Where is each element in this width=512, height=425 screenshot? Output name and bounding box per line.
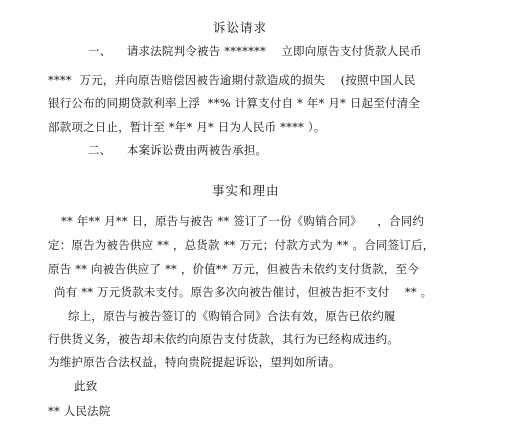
facts-line-3: 原告 ** 向被告供应了 ** ，价值** 万元，但被告未依约支付货款，至今 [48,262,419,276]
court-name: ** 人民法院 [48,404,111,418]
facts-line-4: 尚有 ** 万元货款未支付。原告多次向被告催讨，但被告拒不支付 ** 。 [54,285,433,299]
request-1-line-3: 银行公布的同期贷款利率上浮 **% 计算支付自 * 年* 月* 日起至付清全 [48,96,421,110]
request-1-line-1: 一、 请求法院判令被告 ******* 立即向原告支付货款人民币 [88,44,422,58]
request-1-line-2: **** 万元，并向原告赔偿因被告逾期付款造成的损失 (按照中国人民 [48,73,416,87]
request-1-line-4: 部款项之日止，暂计至 *年* 月* 日为人民币 **** ）。 [48,120,326,134]
summary-line-3: 为维护原告合法权益，特向贵院提起诉讼，望判如所请。 [48,355,341,369]
request-2: 二、 本案诉讼费由两被告承担。 [88,143,268,157]
title-litigation-requests: 诉讼请求 [213,20,268,35]
facts-line-1: ** 年** 月** 日，原告与被告 ** 签订了一份《购销合同》 ，合同约 [61,214,425,228]
closing-salutation: 此致 [74,379,98,393]
summary-line-1: 综上，原告与被告签订的《购销合同》合法有效，原告已依约履 [68,309,396,323]
facts-line-2: 定：原告为被告供应 ** ，总货款 ** 万元；付款方式为 ** 。合同签订后， [48,238,435,252]
facts-and-reasons-title: 事实和理由 [212,183,280,198]
summary-line-2: 行供货义务，被告却未依约向原告支付货款，其行为已经构成违约。 [48,332,399,346]
